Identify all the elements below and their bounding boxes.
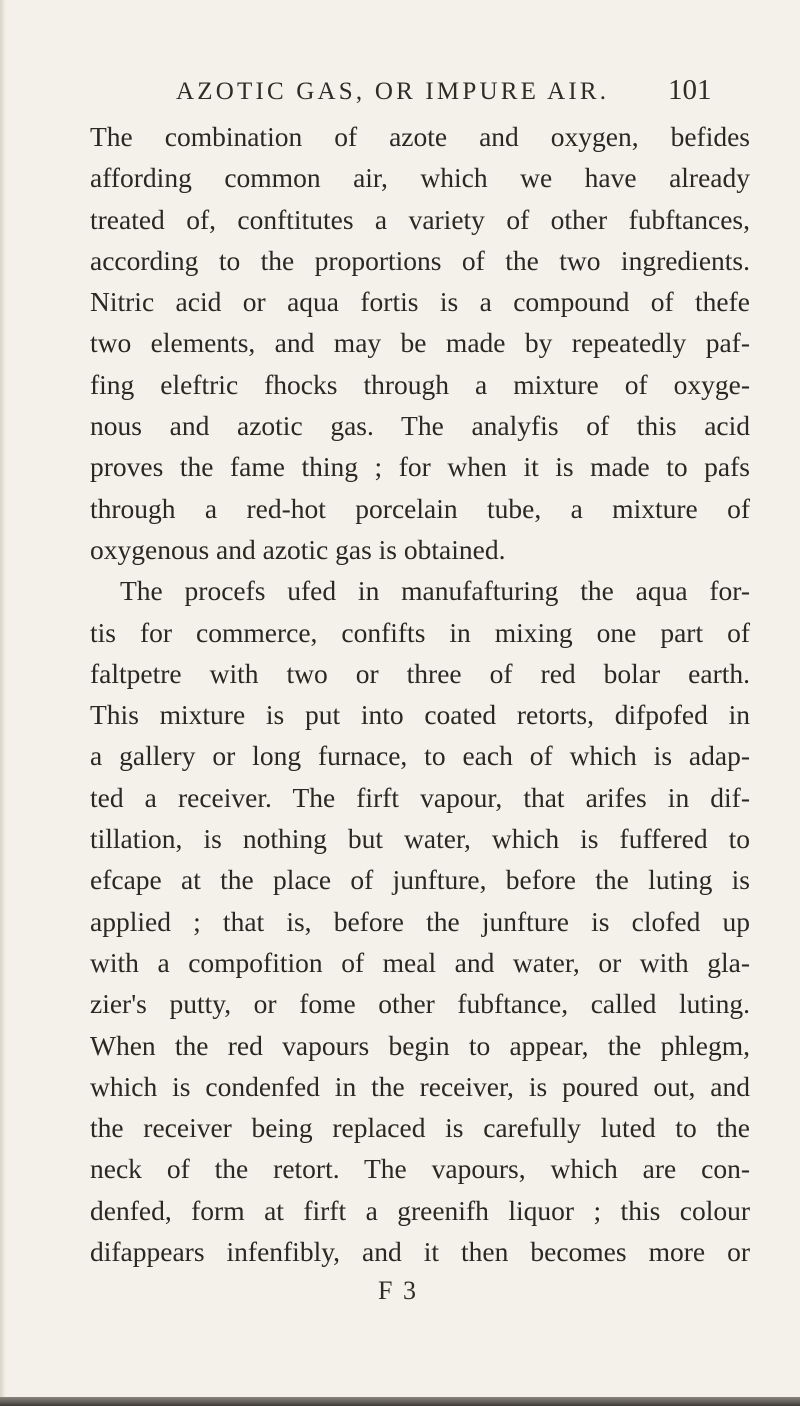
text-line: with a compofition of meal and water, or with gla-: [90, 946, 750, 978]
text-line: zier's putty, or fome other fubftance, called luting.: [90, 988, 750, 1020]
text-line: according to the proportions of the two ingredients.: [90, 244, 750, 276]
running-head: AZOTIC GAS, OR IMPURE AIR.: [176, 78, 610, 105]
text-line: When the red vapours begin to appear, the phlegm,: [90, 1029, 750, 1061]
text-line: the receiver being replaced is carefully luted to the: [90, 1112, 750, 1144]
page-gutter-shadow: [0, 0, 6, 1406]
text-line: The procefs ufed in manufafturing the aqua for-: [120, 575, 750, 607]
text-line: nous and azotic gas. The analyfis of this acid: [90, 410, 750, 442]
text-line: tillation, is nothing but water, which is fuffered to: [90, 823, 750, 855]
text-line: two elements, and may be made by repeatedly paf-: [90, 327, 750, 359]
text-line: fing eleftric fhocks through a mixture of oxyge-: [90, 368, 750, 400]
text-line: This mixture is put into coated retorts, difpofed in: [90, 699, 750, 731]
text-line: difappears infenfibly, and it then becomes more or: [90, 1236, 750, 1268]
body-text: [90, 116, 750, 1272]
text-line: which is condenfed in the receiver, is poured out, and: [90, 1070, 750, 1102]
text-line: applied ; that is, before the junfture is clofed up: [90, 905, 750, 937]
text-line: affording common air, which we have already: [90, 162, 750, 194]
text-line: The combination of azote and oxygen, befides: [90, 121, 750, 152]
signature-mark: F 3: [378, 1276, 418, 1305]
text-line: proves the fame thing ; for when it is made to pafs: [90, 451, 750, 483]
text-line: ted a receiver. The firft vapour, that arifes in dif-: [90, 781, 750, 813]
text-line: neck of the retort. The vapours, which are con-: [90, 1153, 750, 1185]
text-line: efcape at the place of junfture, before the luting is: [90, 864, 750, 896]
text-line: oxygenous and azotic gas is obtained.: [90, 533, 506, 565]
text-line: a gallery or long furnace, to each of which is adap-: [90, 740, 750, 772]
page-number: 101: [668, 74, 712, 106]
page-bottom-edge: [0, 1397, 800, 1406]
text-line: through a red-hot porcelain tube, a mixture of: [90, 492, 750, 524]
text-line: tis for commerce, confifts in mixing one part of: [90, 616, 750, 648]
text-line: denfed, form at firft a greenifh liquor ; this colour: [90, 1194, 750, 1226]
text-line: Nitric acid or aqua fortis is a compound of thefe: [90, 286, 750, 318]
text-line: treated of, conftitutes a variety of other fubftances,: [90, 203, 750, 235]
text-line: faltpetre with two or three of red bolar earth.: [90, 657, 750, 689]
